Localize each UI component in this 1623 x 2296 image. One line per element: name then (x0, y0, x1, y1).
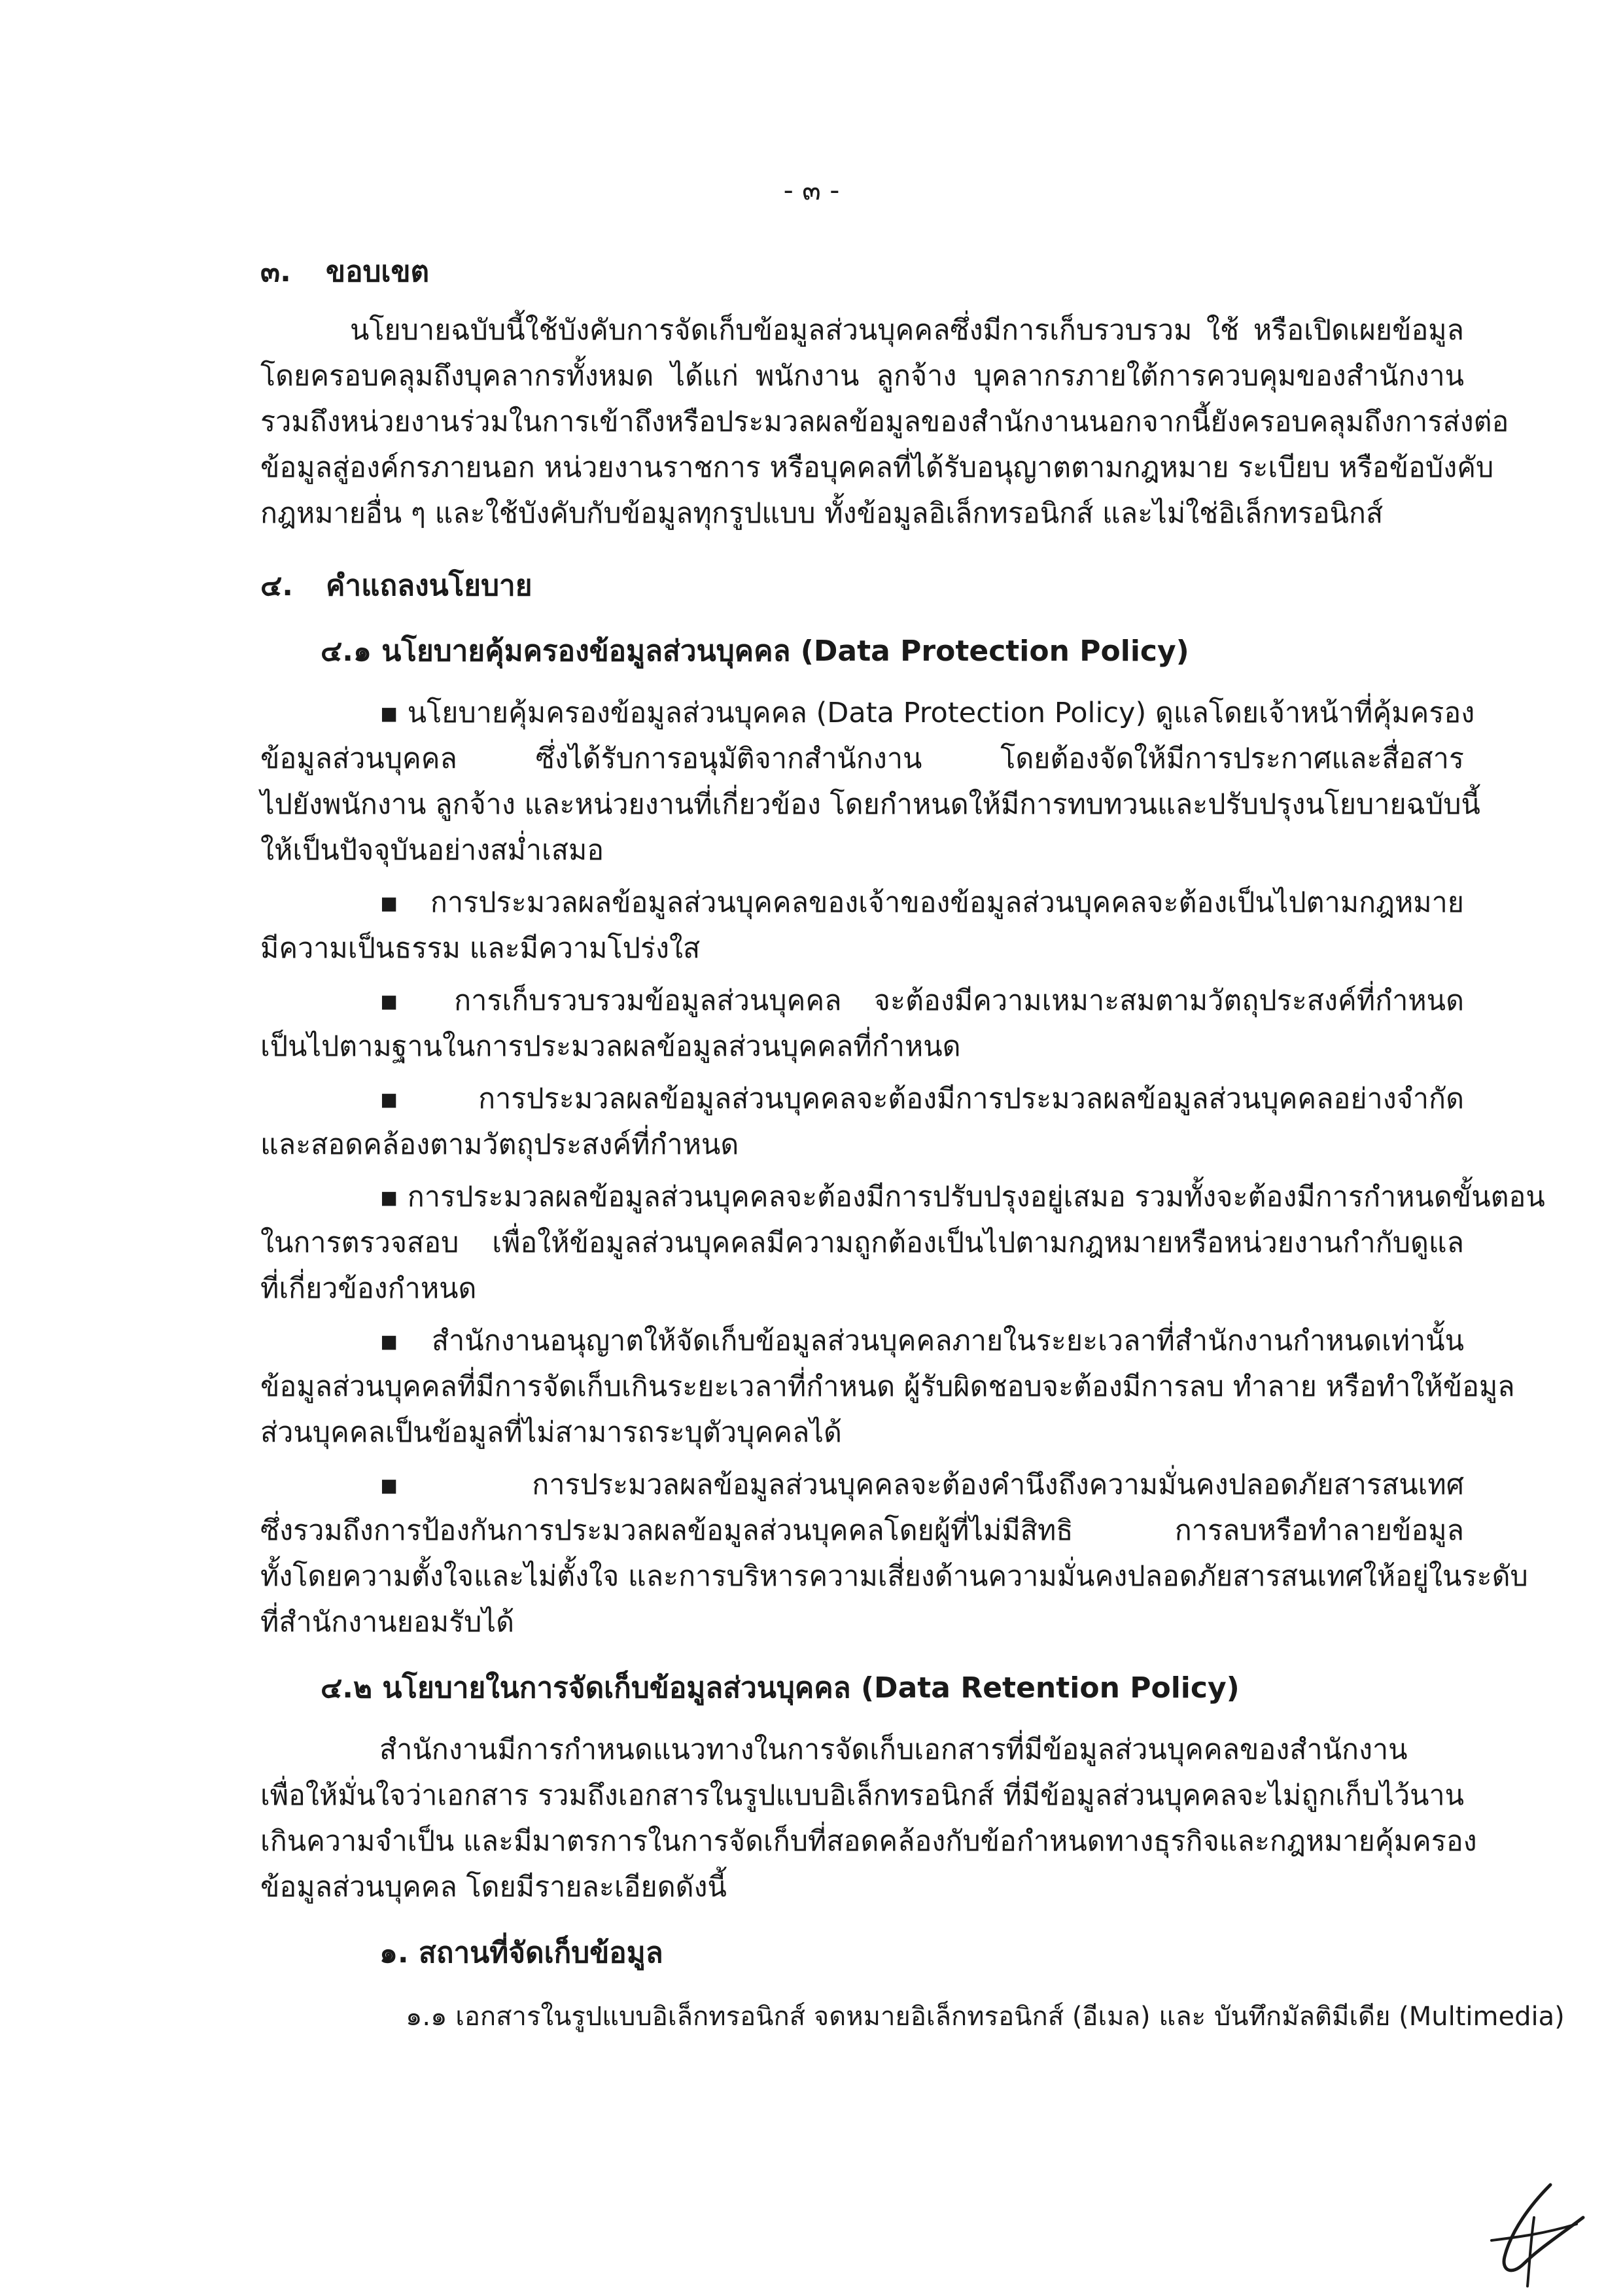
paragraph-line: ให้เป็นปัจจุบันอย่างสม่ำเสมอ (260, 834, 604, 867)
section-4-2-heading: ๔.๒ นโยบายในการจัดเก็บข้อมูลส่วนบุคคล (Data Retention Policy) (321, 1671, 1240, 1705)
paragraph-line: ที่เกี่ยวข้องกำหนด (260, 1272, 477, 1305)
storage-item-1: ๑.๑ เอกสารในรูปแบบอิเล็กทรอนิกส์ จดหมายอิเล็กทรอนิกส์ (อีเมล) และ บันทึกมัลติมีเดีย (Multimedia) (406, 2002, 1565, 2032)
paragraph-line: โดยครอบคลุมถึงบุคลากรทั้งหมด ได้แก่ พนักงาน ลูกจ้าง บุคลากรภายใต้การควบคุมของสำนักงาน (260, 360, 1464, 392)
paragraph-line: ข้อมูลสู่องค์กรภายนอก หน่วยงานราชการ หรือบุคคลที่ได้รับอนุญาตตามกฎหมาย ระเบียบ หรือข้อบังคับ (260, 451, 1494, 484)
bullet-line: ▪ การเก็บรวบรวมข้อมูลส่วนบุคคล จะต้องมีความเหมาะสมตามวัตถุประสงค์ที่กำหนด (379, 984, 1464, 1017)
paragraph-line: เป็นไปตามฐานในการประมวลผลข้อมูลส่วนบุคคลที่กำหนด (260, 1030, 961, 1063)
paragraph-line: ไปยังพนักงาน ลูกจ้าง และหน่วยงานที่เกี่ยวข้อง โดยกำหนดให้มีการทบทวนและปรับปรุงนโยบายฉบับนี้ (260, 788, 1480, 821)
section-4-heading (260, 563, 532, 608)
section-3-number: ๓. (260, 255, 291, 288)
paragraph-line: นโยบายฉบับนี้ใช้บังคับการจัดเก็บข้อมูลส่วนบุคคลซึ่งมีการเก็บรวบรวม ใช้ หรือเปิดเผยข้อมูล (350, 314, 1464, 347)
paragraph-line: ซึ่งรวมถึงการป้องกันการประมวลผลข้อมูลส่วนบุคคลโดยผู้ที่ไม่มีสิทธิ การลบหรือทำลายข้อมูล (260, 1514, 1464, 1547)
storage-heading: ๑. สถานที่จัดเก็บข้อมูล (379, 1936, 663, 1970)
paragraph-line: และสอดคล้องตามวัตถุประสงค์ที่กำหนด (260, 1128, 739, 1161)
section-4-1-heading: ๔.๑ นโยบายคุ้มครองข้อมูลส่วนบุคคล (Data Protection Policy) (321, 635, 1189, 668)
bullet-line: ▪ การประมวลผลข้อมูลส่วนบุคคลของเจ้าของข้อมูลส่วนบุคคลจะต้องเป็นไปตามกฎหมาย (379, 886, 1464, 919)
page-number: - ๓ - (783, 174, 840, 206)
paragraph-line: กฎหมายอื่น ๆ และใช้บังคับกับข้อมูลทุกรูปแบบ ทั้งข้อมูลอิเล็กทรอนิกส์ และไม่ใช่อิเล็กทรอนิกส์ (260, 497, 1384, 530)
section-4-number: ๔. (260, 569, 294, 602)
paragraph-line: เพื่อให้มั่นใจว่าเอกสาร รวมถึงเอกสารในรูปแบบอิเล็กทรอนิกส์ ที่มีข้อมูลส่วนบุคคลจะไม่ถูกเก็บไว้นาน (260, 1779, 1465, 1812)
paragraph-line: สำนักงานมีการกำหนดแนวทางในการจัดเก็บเอกสารที่มีข้อมูลส่วนบุคคลของสำนักงาน (379, 1733, 1408, 1766)
paragraph-line: มีความเป็นธรรม และมีความโปร่งใส (260, 932, 701, 965)
paragraph-line: ข้อมูลส่วนบุคคล ซึ่งได้รับการอนุมัติจากสำนักงาน โดยต้องจัดให้มีการประกาศและสื่อสาร (260, 742, 1464, 775)
paragraph-line: ในการตรวจสอบ เพื่อให้ข้อมูลส่วนบุคคลมีความถูกต้องเป็นไปตามกฎหมายหรือหน่วยงานกำกับดูแล (260, 1226, 1464, 1259)
paragraph-line: ส่วนบุคคลเป็นข้อมูลที่ไม่สามารถระบุตัวบุคคลได้ (260, 1416, 842, 1449)
paragraph-line: ข้อมูลส่วนบุคคลที่มีการจัดเก็บเกินระยะเวลาที่กำหนด ผู้รับผิดชอบจะต้องมีการลบ ทำลาย หรือทำให้ข้อมูล (260, 1370, 1515, 1403)
bullet-line: ▪ สำนักงานอนุญาตให้จัดเก็บข้อมูลส่วนบุคคลภายในระยะเวลาที่สำนักงานกำหนดเท่านั้น (379, 1325, 1464, 1357)
section-3-heading (260, 249, 429, 294)
bullet-line: ▪ การประมวลผลข้อมูลส่วนบุคคลจะต้องคำนึงถึงความมั่นคงปลอดภัยสารสนเทศ (379, 1469, 1464, 1501)
signature-mark (1472, 2178, 1590, 2289)
paragraph-line: รวมถึงหน่วยงานร่วมในการเข้าถึงหรือประมวลผลข้อมูลของสำนักงานนอกจากนี้ยังครอบคลุมถึงการส่งต่อ (260, 406, 1509, 438)
bullet-line: ▪ นโยบายคุ้มครองข้อมูลส่วนบุคคล (Data Protection Policy) ดูแลโดยเจ้าหน้าที่คุ้มครอง (379, 697, 1475, 729)
bullet-line: ▪ การประมวลผลข้อมูลส่วนบุคคลจะต้องมีการปรับปรุงอยู่เสมอ รวมทั้งจะต้องมีการกำหนดขั้นตอน (379, 1181, 1545, 1213)
paragraph-line: เกินความจำเป็น และมีมาตรการในการจัดเก็บที่สอดคล้องกับข้อกำหนดทางธุรกิจและกฎหมายคุ้มครอง (260, 1825, 1477, 1858)
paragraph-line: ข้อมูลส่วนบุคคล โดยมีรายละเอียดดังนี้ (260, 1871, 727, 1904)
paragraph-line: ที่สำนักงานยอมรับได้ (260, 1606, 515, 1639)
section-4-title: คำแถลงนโยบาย (326, 569, 532, 602)
paragraph-line: ทั้งโดยความตั้งใจและไม่ตั้งใจ และการบริหารความเสี่ยงด้านความมั่นคงปลอดภัยสารสนเทศให้อยู่ในระดับ (260, 1560, 1528, 1593)
bullet-line: ▪ การประมวลผลข้อมูลส่วนบุคคลจะต้องมีการประมวลผลข้อมูลส่วนบุคคลอย่างจำกัด (379, 1083, 1464, 1115)
section-3-title: ขอบเขต (326, 255, 430, 288)
